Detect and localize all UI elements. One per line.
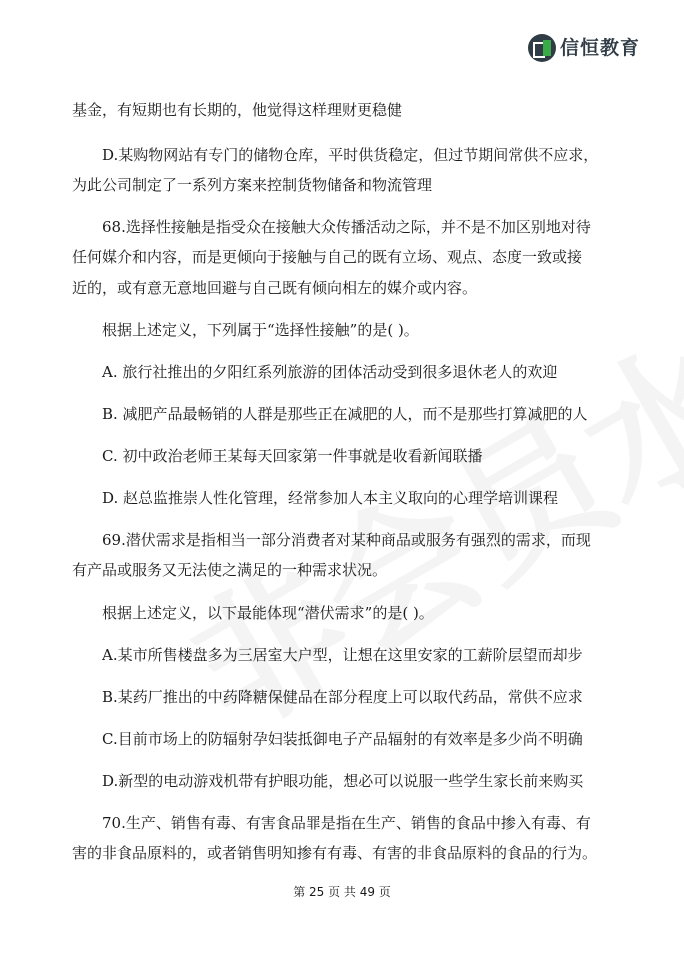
text-line: D. 赵总监推崇人性化管理，经常参加人本主义取向的心理学培训课程 [102, 489, 559, 507]
text-line: 根据上述定义，以下最能体现“潜伏需求”的是( )。 [102, 604, 434, 622]
text-line: B. 减肥产品最畅销的人群是那些正在减肥的人，而不是那些打算减肥的人 [102, 405, 588, 423]
text-line: D.新型的电动游戏机带有护眼功能，想必可以说服一些学生家长前来购买 [102, 772, 584, 790]
text-line: A.某市所售楼盘多为三居室大户型，让想在这里安家的工薪阶层望而却步 [102, 646, 583, 664]
text-line: 有产品或服务又无法使之满足的一种需求状况。 [72, 561, 388, 579]
text-line: 68.选择性接触是指受众在接触大众传播活动之际，并不是不加区别地对待 [102, 218, 591, 236]
text-line: 70.生产、销售有毒、有害食品罪是指在生产、销售的食品中掺入有毒、有 [102, 814, 591, 832]
text-line: C.目前市场上的防辐射孕妇装抵御电子产品辐射的有效率是多少尚不明确 [102, 730, 583, 748]
text-line: A. 旅行社推出的夕阳红系列旅游的团体活动受到很多退休老人的欢迎 [102, 363, 558, 381]
text-line: B.某药厂推出的中药降糖保健品在部分程度上可以取代药品，常供不应求 [102, 688, 583, 706]
page-footer: 第 25 页 共 49 页 [293, 885, 391, 899]
text-line: D.某购物网站有专门的储物仓库，平时供货稳定，但过节期间常供不应求， [102, 146, 599, 164]
text-line: 为此公司制定了一系列方案来控制货物储备和物流管理 [72, 176, 433, 194]
text-line: 害的非食品原料的，或者销售明知掺有有毒、有害的非食品原料的食品的行为。 [72, 844, 598, 862]
brand-logo [528, 30, 640, 66]
text-line: 69.潜伏需求是指相当一部分消费者对某种商品或服务有强烈的需求，而现 [102, 531, 591, 549]
text-line: 根据上述定义，下列属于“选择性接触”的是( )。 [102, 321, 419, 339]
text-line: C. 初中政治老师王某每天回家第一件事就是收看新闻联播 [102, 447, 483, 465]
brand-name: 信恒教育 [560, 37, 641, 59]
text-line: 任何媒介和内容，而是更倾向于接触与自己的既有立场、观点、态度一致或接 [72, 248, 583, 266]
text-line: 近的，或有意无意地回避与自己既有倾向相左的媒介或内容。 [72, 279, 478, 297]
text-line: 基金，有短期也有长期的，他觉得这样理财更稳健 [72, 101, 403, 119]
xinheng-logo-icon [528, 34, 556, 62]
